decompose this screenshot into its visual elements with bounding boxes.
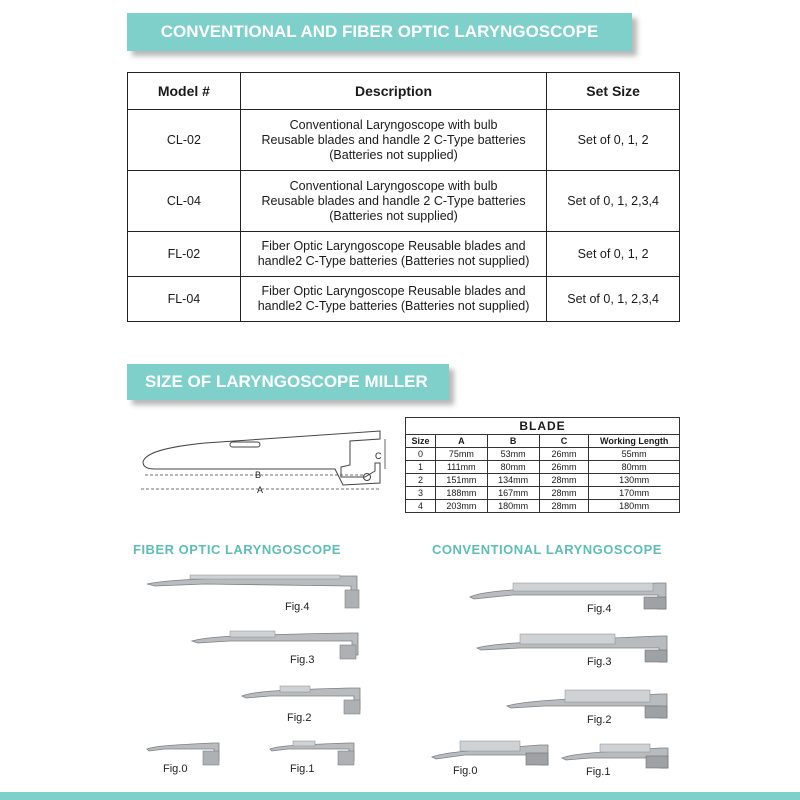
fiber-optic-title: FIBER OPTIC LARYNGOSCOPE (133, 542, 341, 557)
table-cell: 80mm (589, 461, 680, 474)
description-line: Conventional Laryngoscope with bulb (289, 178, 498, 193)
conventional-title: CONVENTIONAL LARYNGOSCOPE (432, 542, 662, 557)
fiber-optic-blade-fig3 (190, 625, 365, 661)
models-table (127, 72, 680, 322)
description-cell (240, 232, 546, 277)
table-cell: 80mm (487, 461, 539, 474)
description-line: handle2 C-Type batteries (Batteries not supplied) (257, 299, 530, 313)
table-row (406, 487, 680, 500)
blade-header-row (406, 435, 680, 448)
table-cell: 26mm (539, 448, 589, 461)
table-row (128, 171, 680, 232)
table-cell: 188mm (435, 487, 487, 500)
table-cell: 0 (406, 448, 436, 461)
conventional-fig2-label: Fig.2 (587, 714, 612, 726)
fiber-optic-fig4-label: Fig.4 (285, 601, 310, 613)
model-cell: CL-02 (128, 110, 241, 171)
fiber-optic-fig3-label: Fig.3 (290, 654, 315, 666)
table-cell: 203mm (435, 500, 487, 513)
dim-label-c: C (375, 451, 382, 461)
table-cell: 4 (406, 500, 436, 513)
miller-banner-text: SIZE OF LARYNGOSCOPE MILLER (145, 372, 428, 391)
table-row (128, 232, 680, 277)
blade-header-working-length: Working Length (589, 435, 680, 448)
conventional-fig4-label: Fig.4 (587, 603, 612, 615)
conventional-blade-fig4 (468, 575, 678, 615)
description-line: Fiber Optic Laryngoscope Reusable blades and (261, 239, 526, 253)
dim-label-a: A (257, 485, 264, 495)
title-banner-text: CONVENTIONAL AND FIBER OPTIC LARYNGOSCOPE (160, 22, 599, 41)
table-cell: 2 (406, 474, 436, 487)
description-cell (240, 277, 546, 322)
table-cell: 75mm (435, 448, 487, 461)
models-header-row (128, 73, 680, 110)
description-line: (Batteries not supplied) (329, 208, 458, 223)
blade-header-a: A (435, 435, 487, 448)
table-row (406, 474, 680, 487)
blade-header-c: C (539, 435, 589, 448)
table-row (128, 110, 680, 171)
fiber-optic-blade-fig2 (240, 680, 365, 716)
table-row (406, 448, 680, 461)
table-cell: 53mm (487, 448, 539, 461)
conventional-fig3-label: Fig.3 (587, 656, 612, 668)
fiber-optic-fig2-label: Fig.2 (287, 712, 312, 724)
description-line: (Batteries not supplied) (329, 147, 458, 162)
table-cell: 180mm (589, 500, 680, 513)
table-cell: 111mm (435, 461, 487, 474)
set-size-cell: Set of 0, 1, 2 (547, 110, 680, 171)
blade-dimension-diagram (135, 425, 390, 500)
table-cell: 151mm (435, 474, 487, 487)
conventional-fig1-label: Fig.1 (586, 766, 611, 778)
bottom-accent-bar (0, 792, 800, 800)
conventional-fig0-label: Fig.0 (453, 765, 478, 777)
description-cell (240, 171, 546, 232)
model-cell: CL-04 (128, 171, 241, 232)
table-cell: 3 (406, 487, 436, 500)
blade-header-size: Size (406, 435, 436, 448)
table-cell: 130mm (589, 474, 680, 487)
header-description: Description (240, 73, 546, 110)
fiber-optic-fig1-label: Fig.1 (290, 763, 315, 775)
miller-banner (127, 364, 449, 400)
conventional-blade-fig0 (430, 733, 560, 769)
header-set-size: Set Size (547, 73, 680, 110)
description-line: Fiber Optic Laryngoscope Reusable blades and (261, 284, 526, 298)
description-line: Conventional Laryngoscope with bulb (289, 117, 498, 132)
description-line: Reusable blades and handle 2 C-Type batteries (261, 193, 526, 208)
header-model: Model # (128, 73, 241, 110)
table-cell: 134mm (487, 474, 539, 487)
model-cell: FL-02 (128, 232, 241, 277)
table-row (406, 500, 680, 513)
blade-size-table (405, 417, 680, 513)
table-cell: 180mm (487, 500, 539, 513)
fiber-optic-blade-fig4 (145, 572, 365, 612)
description-cell (240, 110, 546, 171)
dim-label-b: B (255, 470, 262, 480)
table-cell: 167mm (487, 487, 539, 500)
table-cell: 1 (406, 461, 436, 474)
set-size-cell: Set of 0, 1, 2,3,4 (547, 171, 680, 232)
description-line: handle2 C-Type batteries (Batteries not supplied) (257, 254, 530, 268)
table-row (406, 461, 680, 474)
set-size-cell: Set of 0, 1, 2,3,4 (547, 277, 680, 322)
blade-header-b: B (487, 435, 539, 448)
set-size-cell: Set of 0, 1, 2 (547, 232, 680, 277)
conventional-blade-fig1 (560, 738, 675, 772)
description-line: Reusable blades and handle 2 C-Type batteries (261, 132, 526, 147)
table-row (128, 277, 680, 322)
table-cell: 26mm (539, 461, 589, 474)
fiber-optic-fig0-label: Fig.0 (163, 763, 188, 775)
blade-table-title: BLADE (406, 418, 680, 435)
model-cell: FL-04 (128, 277, 241, 322)
table-cell: 28mm (539, 474, 589, 487)
conventional-blade-fig3 (475, 628, 675, 668)
table-cell: 28mm (539, 500, 589, 513)
title-banner (127, 13, 632, 51)
table-cell: 28mm (539, 487, 589, 500)
table-cell: 55mm (589, 448, 680, 461)
table-cell: 170mm (589, 487, 680, 500)
